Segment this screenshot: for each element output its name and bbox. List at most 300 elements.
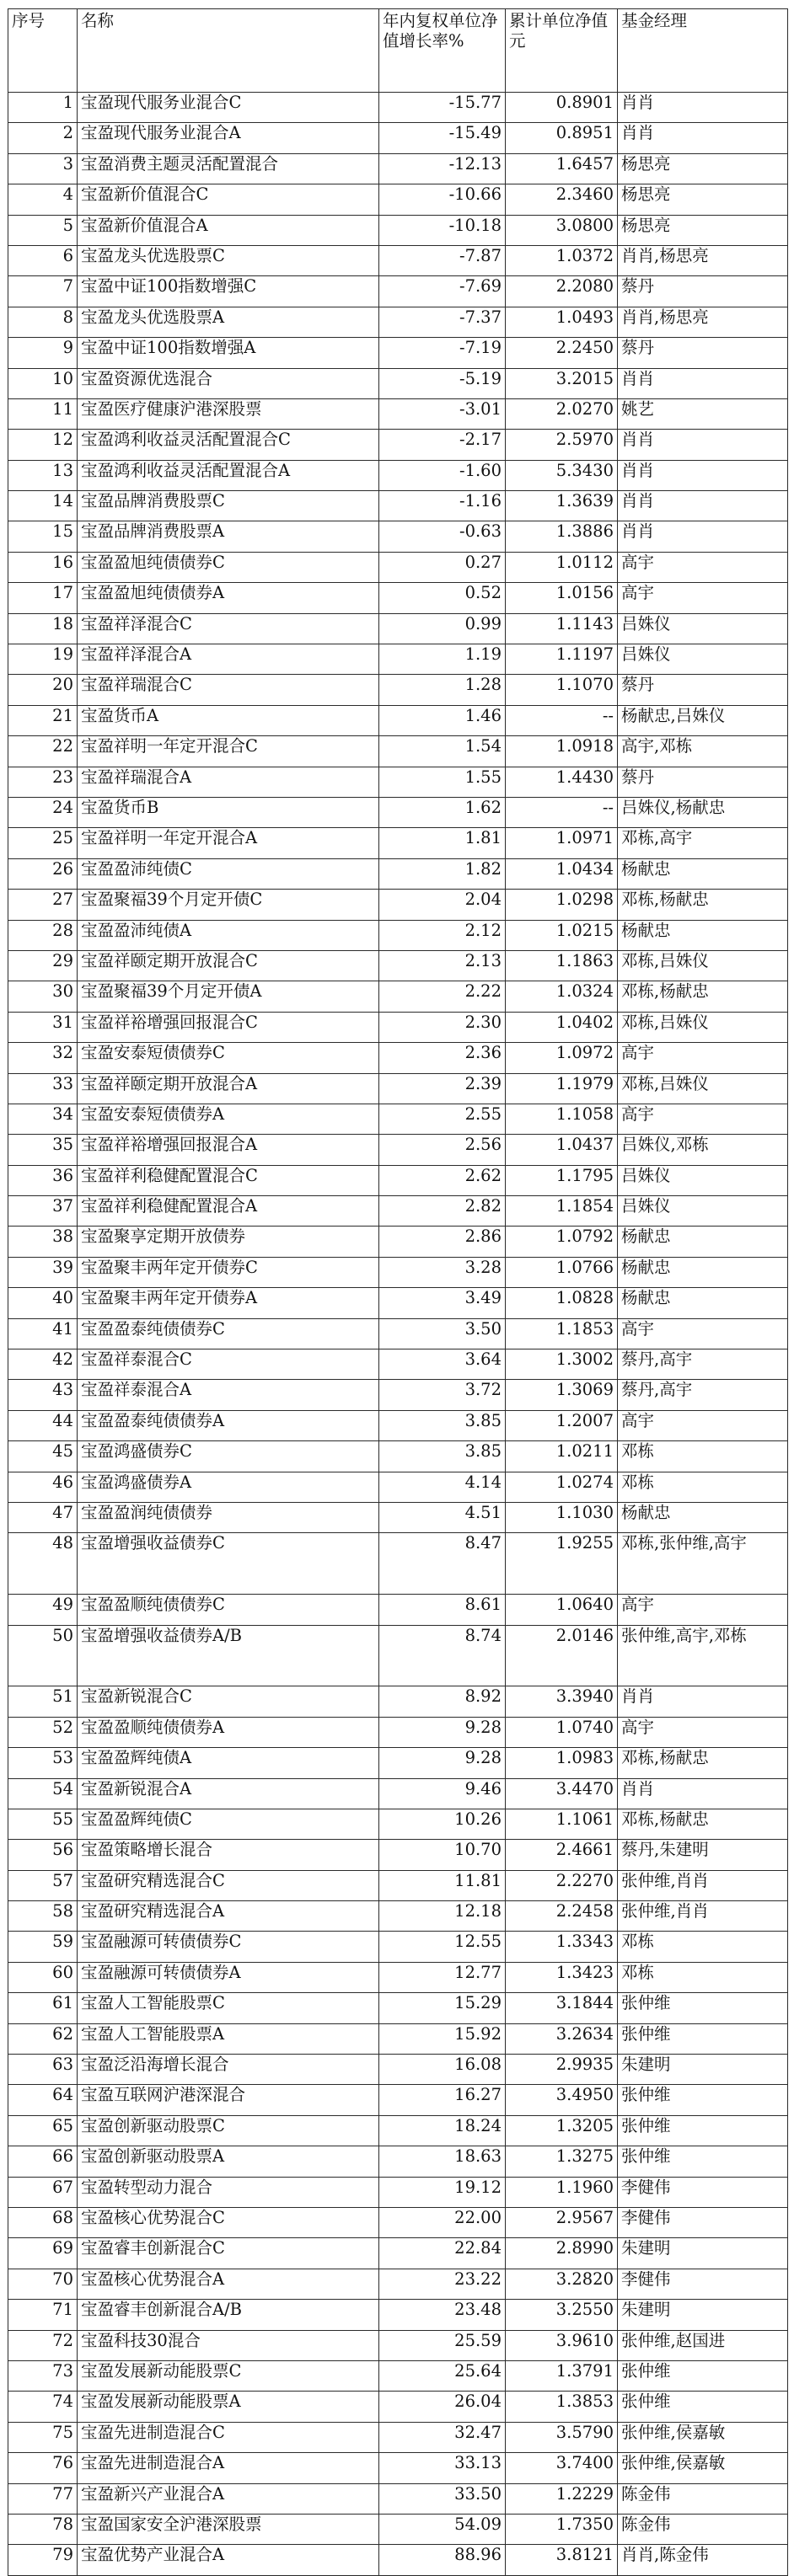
row-index: 60 <box>8 1962 78 1992</box>
cumulative-nav: 1.1070 <box>506 675 618 705</box>
cumulative-nav: 1.0211 <box>506 1441 618 1472</box>
table-row <box>8 460 788 490</box>
fund-manager: 杨献忠 <box>618 1257 788 1287</box>
row-index: 4 <box>8 184 78 215</box>
row-index: 56 <box>8 1840 78 1870</box>
row-index: 57 <box>8 1870 78 1900</box>
fund-manager: 朱建明 <box>618 2055 788 2085</box>
fund-name: 宝盈聚福39个月定开债A <box>78 981 379 1012</box>
row-index: 61 <box>8 1993 78 2023</box>
fund-manager: 高宇 <box>618 552 788 582</box>
table-row <box>8 858 788 889</box>
fund-name: 宝盈先进制造混合C <box>78 2422 379 2452</box>
fund-name: 宝盈现代服务业混合C <box>78 93 379 123</box>
nav-growth: 18.63 <box>379 2146 506 2177</box>
nav-growth: 2.39 <box>379 1073 506 1104</box>
table-row <box>8 2514 788 2544</box>
cumulative-nav: 1.0215 <box>506 920 618 950</box>
table-row <box>8 644 788 675</box>
fund-manager: 朱建明 <box>618 2300 788 2330</box>
fund-name: 宝盈盈旭纯债债券A <box>78 583 379 613</box>
fund-name: 宝盈盈沛纯债A <box>78 920 379 950</box>
nav-growth: 22.84 <box>379 2238 506 2269</box>
table-row <box>8 1472 788 1502</box>
fund-manager: 高宇,邓栋 <box>618 736 788 767</box>
row-index: 13 <box>8 460 78 490</box>
cumulative-nav: 0.8901 <box>506 93 618 123</box>
fund-name: 宝盈货币A <box>78 705 379 735</box>
fund-manager: 高宇 <box>618 1717 788 1747</box>
row-index: 71 <box>8 2300 78 2330</box>
cumulative-nav: 2.0146 <box>506 1625 618 1686</box>
row-index: 18 <box>8 613 78 644</box>
table-row <box>8 1870 788 1900</box>
cumulative-nav: 1.0156 <box>506 583 618 613</box>
table-row <box>8 1288 788 1318</box>
fund-name: 宝盈祥瑞混合A <box>78 767 379 797</box>
table-row <box>8 1165 788 1195</box>
table-row <box>8 552 788 582</box>
fund-name: 宝盈盈润纯债债券 <box>78 1502 379 1532</box>
fund-manager: 张仲维 <box>618 2146 788 2177</box>
fund-name: 宝盈盈泰纯债债券A <box>78 1410 379 1440</box>
fund-manager: 邓栋,高宇 <box>618 828 788 858</box>
cumulative-nav: 1.0274 <box>506 1472 618 1502</box>
fund-name: 宝盈新锐混合C <box>78 1686 379 1717</box>
fund-manager: 杨献忠 <box>618 858 788 889</box>
row-index: 31 <box>8 1012 78 1042</box>
fund-name: 宝盈创新驱动股票A <box>78 2146 379 2177</box>
nav-growth: -10.66 <box>379 184 506 215</box>
fund-name: 宝盈祥颐定期开放混合C <box>78 950 379 981</box>
cumulative-nav: 1.1061 <box>506 1809 618 1839</box>
row-index: 63 <box>8 2055 78 2085</box>
row-index: 24 <box>8 797 78 827</box>
row-index: 51 <box>8 1686 78 1717</box>
row-index: 14 <box>8 491 78 521</box>
fund-manager: 吕姝仪 <box>618 613 788 644</box>
row-index: 39 <box>8 1257 78 1287</box>
nav-growth: 1.46 <box>379 705 506 735</box>
cumulative-nav: 1.0983 <box>506 1748 618 1778</box>
fund-name: 宝盈盈辉纯债A <box>78 1748 379 1778</box>
nav-growth: 23.22 <box>379 2269 506 2299</box>
table-row <box>8 184 788 215</box>
nav-growth: 3.49 <box>379 1288 506 1318</box>
fund-manager: 张仲维 <box>618 2085 788 2115</box>
nav-growth: 2.55 <box>379 1104 506 1134</box>
cumulative-nav: 1.3423 <box>506 1962 618 1992</box>
fund-name: 宝盈研究精选混合C <box>78 1870 379 1900</box>
fund-name: 宝盈医疗健康沪港深股票 <box>78 398 379 429</box>
row-index: 41 <box>8 1318 78 1349</box>
table-row <box>8 797 788 827</box>
table-row <box>8 2300 788 2330</box>
cumulative-nav: 1.0740 <box>506 1717 618 1747</box>
fund-name: 宝盈品牌消费股票A <box>78 521 379 552</box>
fund-name: 宝盈品牌消费股票C <box>78 491 379 521</box>
nav-growth: 10.70 <box>379 1840 506 1870</box>
fund-name: 宝盈策略增长混合 <box>78 1840 379 1870</box>
fund-manager: 杨献忠 <box>618 1288 788 1318</box>
fund-name: 宝盈新价值混合C <box>78 184 379 215</box>
table-row <box>8 368 788 398</box>
cumulative-nav: 1.0437 <box>506 1135 618 1165</box>
fund-manager: 杨思亮 <box>618 215 788 245</box>
nav-growth: -10.18 <box>379 215 506 245</box>
nav-growth: -7.69 <box>379 276 506 307</box>
row-index: 69 <box>8 2238 78 2269</box>
nav-growth: 11.81 <box>379 1870 506 1900</box>
fund-name: 宝盈消费主题灵活配置混合 <box>78 153 379 184</box>
cumulative-nav: 1.9255 <box>506 1533 618 1595</box>
cumulative-nav: 1.2229 <box>506 2483 618 2514</box>
fund-name: 宝盈祥泽混合A <box>78 644 379 675</box>
header-cumulative-nav: 累计单位净值元 <box>506 9 618 93</box>
cumulative-nav: 1.0971 <box>506 828 618 858</box>
row-index: 27 <box>8 890 78 920</box>
fund-name: 宝盈盈顺纯债债券A <box>78 1717 379 1747</box>
row-index: 10 <box>8 368 78 398</box>
fund-manager: 蔡丹 <box>618 338 788 368</box>
cumulative-nav: 3.0800 <box>506 215 618 245</box>
row-index: 23 <box>8 767 78 797</box>
fund-manager: 李健伟 <box>618 2207 788 2237</box>
cumulative-nav: 3.8121 <box>506 2545 618 2575</box>
cumulative-nav: 1.0640 <box>506 1595 618 1625</box>
fund-name: 宝盈新价值混合A <box>78 215 379 245</box>
fund-name: 宝盈国家安全沪港深股票 <box>78 2514 379 2544</box>
row-index: 37 <box>8 1196 78 1227</box>
fund-name: 宝盈龙头优选股票A <box>78 307 379 337</box>
row-index: 17 <box>8 583 78 613</box>
nav-growth: 32.47 <box>379 2422 506 2452</box>
fund-name: 宝盈祥明一年定开混合C <box>78 736 379 767</box>
fund-manager: 邓栋,杨献忠 <box>618 1748 788 1778</box>
fund-manager: 肖肖 <box>618 521 788 552</box>
cumulative-nav: 2.9567 <box>506 2207 618 2237</box>
nav-growth: 1.28 <box>379 675 506 705</box>
nav-growth: 4.51 <box>379 1502 506 1532</box>
row-index: 48 <box>8 1533 78 1595</box>
table-row <box>8 1901 788 1932</box>
table-row <box>8 123 788 153</box>
row-index: 20 <box>8 675 78 705</box>
fund-manager: 张仲维,肖肖 <box>618 1870 788 1900</box>
fund-manager: 杨献忠 <box>618 920 788 950</box>
cumulative-nav: 1.0918 <box>506 736 618 767</box>
fund-manager: 肖肖 <box>618 368 788 398</box>
cumulative-nav: 1.3886 <box>506 521 618 552</box>
table-row <box>8 1012 788 1042</box>
row-index: 73 <box>8 2360 78 2391</box>
fund-name: 宝盈聚丰两年定开债券A <box>78 1288 379 1318</box>
fund-performance-table <box>8 8 788 2576</box>
row-index: 74 <box>8 2392 78 2422</box>
row-index: 77 <box>8 2483 78 2514</box>
fund-manager: 蔡丹 <box>618 675 788 705</box>
nav-growth: -7.19 <box>379 338 506 368</box>
fund-name: 宝盈发展新动能股票C <box>78 2360 379 2391</box>
cumulative-nav: 1.3853 <box>506 2392 618 2422</box>
row-index: 9 <box>8 338 78 368</box>
table-row <box>8 1717 788 1747</box>
cumulative-nav: 1.6457 <box>506 153 618 184</box>
cumulative-nav: 1.2007 <box>506 1410 618 1440</box>
row-index: 70 <box>8 2269 78 2299</box>
table-row <box>8 736 788 767</box>
cumulative-nav: 1.0792 <box>506 1227 618 1257</box>
row-index: 43 <box>8 1380 78 1410</box>
fund-name: 宝盈祥裕增强回报混合A <box>78 1135 379 1165</box>
table-row <box>8 1135 788 1165</box>
table-row <box>8 613 788 644</box>
fund-name: 宝盈睿丰创新混合C <box>78 2238 379 2269</box>
cumulative-nav: 3.2634 <box>506 2023 618 2054</box>
nav-growth: 23.48 <box>379 2300 506 2330</box>
cumulative-nav: 1.0372 <box>506 245 618 275</box>
fund-manager: 肖肖 <box>618 123 788 153</box>
cumulative-nav: 3.5790 <box>506 2422 618 2452</box>
fund-name: 宝盈鸿盛债券C <box>78 1441 379 1472</box>
fund-manager: 杨献忠 <box>618 1502 788 1532</box>
table-row <box>8 2330 788 2360</box>
table-row <box>8 2453 788 2483</box>
row-index: 52 <box>8 1717 78 1747</box>
fund-manager: 杨思亮 <box>618 153 788 184</box>
fund-name: 宝盈祥明一年定开混合A <box>78 828 379 858</box>
fund-name: 宝盈发展新动能股票A <box>78 2392 379 2422</box>
cumulative-nav: 3.2550 <box>506 2300 618 2330</box>
nav-growth: 0.27 <box>379 552 506 582</box>
row-index: 66 <box>8 2146 78 2177</box>
cumulative-nav: 1.1197 <box>506 644 618 675</box>
header-index: 序号 <box>8 9 78 93</box>
nav-growth: 2.62 <box>379 1165 506 1195</box>
fund-manager: 邓栋,杨献忠 <box>618 981 788 1012</box>
nav-growth: 19.12 <box>379 2177 506 2207</box>
nav-growth: 8.47 <box>379 1533 506 1595</box>
row-index: 72 <box>8 2330 78 2360</box>
cumulative-nav: 1.3205 <box>506 2115 618 2146</box>
nav-growth: 2.22 <box>379 981 506 1012</box>
nav-growth: 16.08 <box>379 2055 506 2085</box>
cumulative-nav: 1.0828 <box>506 1288 618 1318</box>
fund-manager: 高宇 <box>618 1595 788 1625</box>
row-index: 62 <box>8 2023 78 2054</box>
table-row <box>8 1349 788 1380</box>
table-row <box>8 1257 788 1287</box>
fund-name: 宝盈人工智能股票A <box>78 2023 379 2054</box>
cumulative-nav: 2.4661 <box>506 1840 618 1870</box>
fund-manager: 杨思亮 <box>618 184 788 215</box>
cumulative-nav: 1.0434 <box>506 858 618 889</box>
row-index: 11 <box>8 398 78 429</box>
fund-name: 宝盈祥颐定期开放混合A <box>78 1073 379 1104</box>
table-row <box>8 1809 788 1839</box>
nav-growth: 25.64 <box>379 2360 506 2391</box>
table-row <box>8 767 788 797</box>
fund-manager: 蔡丹 <box>618 276 788 307</box>
fund-manager: 肖肖 <box>618 93 788 123</box>
fund-manager: 邓栋,吕姝仪 <box>618 950 788 981</box>
nav-growth: -15.49 <box>379 123 506 153</box>
table-row <box>8 1441 788 1472</box>
nav-growth: 2.12 <box>379 920 506 950</box>
table-row <box>8 338 788 368</box>
table-header-row <box>8 9 788 93</box>
table-row <box>8 2392 788 2422</box>
fund-manager: 张仲维 <box>618 2023 788 2054</box>
table-row <box>8 583 788 613</box>
row-index: 64 <box>8 2085 78 2115</box>
nav-growth: 10.26 <box>379 1809 506 1839</box>
row-index: 65 <box>8 2115 78 2146</box>
cumulative-nav: 1.7350 <box>506 2514 618 2544</box>
fund-manager: 邓栋,张仲维,高宇 <box>618 1533 788 1595</box>
fund-name: 宝盈龙头优选股票C <box>78 245 379 275</box>
table-row <box>8 2023 788 2054</box>
fund-manager: 高宇 <box>618 583 788 613</box>
table-row <box>8 491 788 521</box>
row-index: 32 <box>8 1043 78 1073</box>
cumulative-nav: 1.1979 <box>506 1073 618 1104</box>
nav-growth: 8.92 <box>379 1686 506 1717</box>
fund-name: 宝盈中证100指数增强A <box>78 338 379 368</box>
fund-manager: 邓栋,吕姝仪 <box>618 1012 788 1042</box>
fund-manager: 肖肖,杨思亮 <box>618 245 788 275</box>
row-index: 55 <box>8 1809 78 1839</box>
table-row <box>8 2422 788 2452</box>
fund-name: 宝盈核心优势混合A <box>78 2269 379 2299</box>
nav-growth: 26.04 <box>379 2392 506 2422</box>
table-row <box>8 1410 788 1440</box>
nav-growth: 3.72 <box>379 1380 506 1410</box>
table-row <box>8 705 788 735</box>
row-index: 22 <box>8 736 78 767</box>
row-index: 54 <box>8 1778 78 1809</box>
cumulative-nav: 3.2820 <box>506 2269 618 2299</box>
fund-manager: 吕姝仪 <box>618 644 788 675</box>
cumulative-nav: -- <box>506 705 618 735</box>
row-index: 15 <box>8 521 78 552</box>
fund-manager: 张仲维,高宇,邓栋 <box>618 1625 788 1686</box>
fund-manager: 张仲维 <box>618 1993 788 2023</box>
fund-name: 宝盈先进制造混合A <box>78 2453 379 2483</box>
nav-growth: -0.63 <box>379 521 506 552</box>
table-row <box>8 1227 788 1257</box>
table-row <box>8 2360 788 2391</box>
fund-name: 宝盈祥裕增强回报混合C <box>78 1012 379 1042</box>
cumulative-nav: 1.4430 <box>506 767 618 797</box>
fund-manager: 高宇 <box>618 1104 788 1134</box>
row-index: 35 <box>8 1135 78 1165</box>
table-row <box>8 276 788 307</box>
fund-manager: 杨献忠 <box>618 1227 788 1257</box>
table-row <box>8 2085 788 2115</box>
nav-growth: 1.82 <box>379 858 506 889</box>
row-index: 16 <box>8 552 78 582</box>
row-index: 50 <box>8 1625 78 1686</box>
table-row <box>8 1595 788 1625</box>
fund-manager: 张仲维 <box>618 2392 788 2422</box>
row-index: 2 <box>8 123 78 153</box>
table-row <box>8 93 788 123</box>
cumulative-nav: 1.1058 <box>506 1104 618 1134</box>
fund-name: 宝盈盈旭纯债债券C <box>78 552 379 582</box>
fund-name: 宝盈人工智能股票C <box>78 1993 379 2023</box>
row-index: 40 <box>8 1288 78 1318</box>
nav-growth: 2.36 <box>379 1043 506 1073</box>
row-index: 46 <box>8 1472 78 1502</box>
table-row <box>8 521 788 552</box>
nav-growth: 3.50 <box>379 1318 506 1349</box>
table-body <box>8 93 788 2576</box>
table-row <box>8 1748 788 1778</box>
row-index: 75 <box>8 2422 78 2452</box>
fund-name: 宝盈祥泽混合C <box>78 613 379 644</box>
cumulative-nav: 1.0493 <box>506 307 618 337</box>
table-row <box>8 153 788 184</box>
table-row <box>8 1318 788 1349</box>
fund-manager: 肖肖 <box>618 430 788 460</box>
table-row <box>8 2269 788 2299</box>
nav-growth: -7.37 <box>379 307 506 337</box>
row-index: 68 <box>8 2207 78 2237</box>
table-row <box>8 1932 788 1962</box>
cumulative-nav: 1.1863 <box>506 950 618 981</box>
fund-manager: 吕姝仪,邓栋 <box>618 1135 788 1165</box>
cumulative-nav: 1.0972 <box>506 1043 618 1073</box>
nav-growth: 2.82 <box>379 1196 506 1227</box>
row-index: 7 <box>8 276 78 307</box>
nav-growth: -15.77 <box>379 93 506 123</box>
fund-name: 宝盈睿丰创新混合A/B <box>78 2300 379 2330</box>
cumulative-nav: 1.0324 <box>506 981 618 1012</box>
fund-manager: 吕姝仪 <box>618 1196 788 1227</box>
cumulative-nav: 2.2080 <box>506 276 618 307</box>
nav-growth: 4.14 <box>379 1472 506 1502</box>
row-index: 26 <box>8 858 78 889</box>
table-row <box>8 430 788 460</box>
cumulative-nav: 2.3460 <box>506 184 618 215</box>
table-row <box>8 1993 788 2023</box>
table-row <box>8 675 788 705</box>
fund-name: 宝盈鸿利收益灵活配置混合A <box>78 460 379 490</box>
cumulative-nav: 2.9935 <box>506 2055 618 2085</box>
row-index: 5 <box>8 215 78 245</box>
fund-manager: 杨献忠,吕姝仪 <box>618 705 788 735</box>
nav-growth: 16.27 <box>379 2085 506 2115</box>
fund-name: 宝盈现代服务业混合A <box>78 123 379 153</box>
nav-growth: 2.56 <box>379 1135 506 1165</box>
row-index: 58 <box>8 1901 78 1932</box>
cumulative-nav: -- <box>506 797 618 827</box>
table-row <box>8 2483 788 2514</box>
nav-growth: -2.17 <box>379 430 506 460</box>
fund-name: 宝盈优势产业混合A <box>78 2545 379 2575</box>
table-row <box>8 890 788 920</box>
fund-name: 宝盈融源可转债债券A <box>78 1962 379 1992</box>
row-index: 38 <box>8 1227 78 1257</box>
row-index: 49 <box>8 1595 78 1625</box>
fund-name: 宝盈货币B <box>78 797 379 827</box>
fund-manager: 朱建明 <box>618 2238 788 2269</box>
nav-growth: 9.28 <box>379 1748 506 1778</box>
table-row <box>8 1073 788 1104</box>
nav-growth: 15.29 <box>379 1993 506 2023</box>
fund-name: 宝盈盈沛纯债C <box>78 858 379 889</box>
